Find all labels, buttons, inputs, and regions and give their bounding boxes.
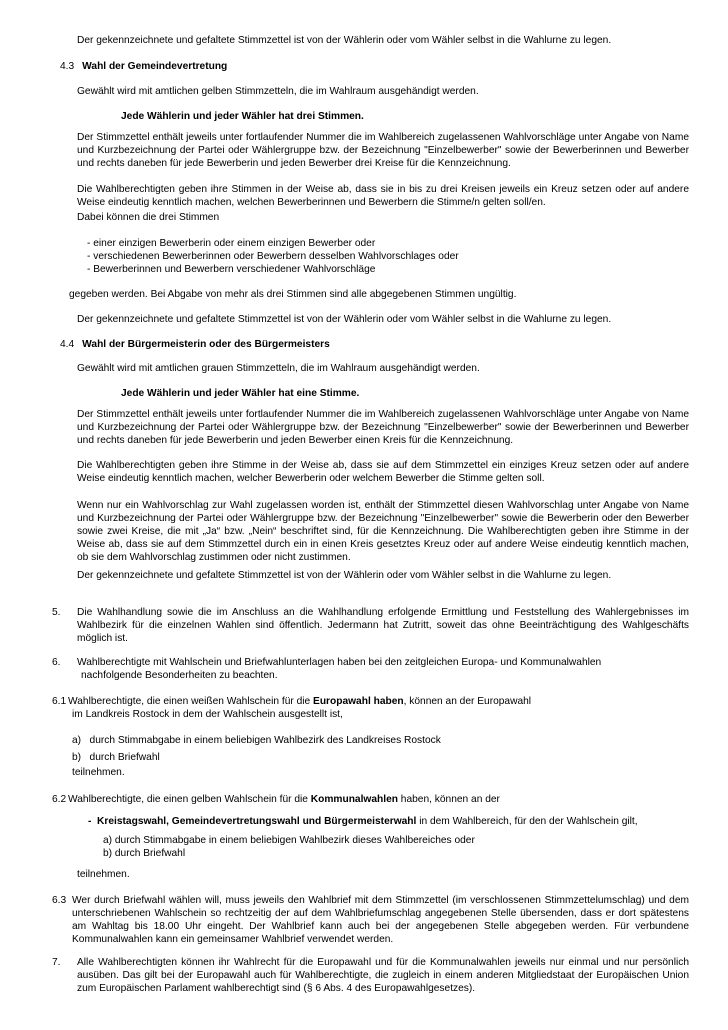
paragraph-ballot-box: Der gekennzeichnete und gefaltete Stimmzettel ist von der Wählerin oder vom Wähler selbst in die Wahlurne zu legen.: [77, 35, 612, 46]
text-line: teilnehmen.: [72, 767, 125, 778]
paragraph-ballot-box: Der gekennzeichnete und gefaltete Stimmzettel ist von der Wählerin oder vom Wähler selbst in die Wahlurne zu legen.: [77, 314, 612, 325]
europawahl-options: [72, 734, 672, 779]
paragraph-ballot-content: Der Stimmzettel enthält jeweils unter fortlaufender Nummer die im Wahlbereich zugelassenen Wahlvorschläge unter Angabe von Name und Kurzbezeichnung der Partei oder Wählergruppe bzw. der Bezeichnung "Einzelbewerber" sowie der Bewerberinnen und Bewerber und rechts daneben für jede Bewerberin und jeden Bewerber einen Kreis für die Kennzeichnung.: [77, 409, 689, 446]
section-5: [52, 606, 689, 645]
paragraph-vote-once: Alle Wahlberechtigten können ihr Wahlrecht für die Europawahl und für die Kommunalwahlen jeweils nur einmal und nur persönlich ausüben. Das gilt bei der Europawahl auch für Wahlberechtigte, die zugleich in einem anderen Mitgliedstaat der Europäischen Union zum Europäischen Parlament wahlberechtigt sind (§ 6 Abs. 4 des Europawahlgesetzes).: [77, 957, 689, 994]
paragraph-postal-voters: [77, 656, 689, 682]
section-6-1: [52, 695, 689, 721]
section-number: 7.: [52, 957, 61, 968]
section-number: 4.3: [60, 61, 75, 72]
list-item: - einer einzigen Bewerberin oder einem einzigen Bewerber oder: [87, 238, 376, 249]
kommunalwahl-item: [88, 815, 688, 828]
option-b: b) durch Briefwahl: [103, 848, 186, 859]
text-run: Wahlberechtigte, die einen gelben Wahlschein für die: [68, 794, 308, 805]
text-line: Wahlberechtigte mit Wahlschein und Briefwahlunterlagen haben bei den zeitgleichen Europa- und Kommunalwahlen: [77, 657, 602, 668]
paragraph-postal-voting: Wer durch Briefwahl wählen will, muss jeweils den Wahlbrief mit dem Stimmzettel (im verschlossenen Stimmzettelumschlag) und dem unterschriebenen Wahlschein so rechtzeitig der auf dem Wahlbriefumschlag angegebenen Stelle übersenden, dass er dort spätestens am Wahltag bis 18.00 Uhr eingeht. Der Wahlbrief kann auch bei der angegebenen Stelle abgegeben werden. Für verbundene Kommunalwahlen kann ein gemeinsamer Wahlbrief verwendet werden.: [72, 895, 689, 945]
section-number: 5.: [52, 607, 61, 618]
paragraph-public-counting: Die Wahlhandlung sowie die im Anschluss an die Wahlhandlung erfolgende Ermittlung und Feststellung des Wahlergebnisses im Wahlbezirk für die einzelnen Wahlen sind öffentlich. Jedermann hat Zutritt, soweit das ohne Beeinträchtigung des Wahlgeschäfts möglich ist.: [77, 607, 689, 644]
section-6-2-body: [68, 793, 689, 806]
section-number: 6.: [52, 657, 61, 668]
section-7: [52, 956, 689, 995]
list-item: - Bewerberinnen und Bewerbern verschiedener Wahlvorschläge: [87, 264, 376, 275]
section-number: 6.2: [52, 794, 67, 805]
text-run: in dem Wahlbereich, für den der Wahlschein gilt,: [416, 816, 638, 827]
section-6-2: [52, 793, 689, 806]
paragraph-single-proposal: Wenn nur ein Wahlvorschlag zur Wahl zugelassen worden ist, enthält der Stimmzettel diesen Wahlvorschlag unter Angabe von Name und Kurzbezeichnung der Partei oder Wählergruppe bzw. der Bezeichnung "Einzelbewerber" sowie die Bewerberin oder den Bewerber sowie zwei Kreise, die mit „Ja“ bzw. „Nein“ beschriftet sind, für die Kennzeichnung. Die Wahlberechtigten geben ihre Stimme in der Weise ab, dass sie auf dem Stimmzettel durch ein in einen Kreis gesetztes Kreuz oder auf andere Weise eindeutig kenntlich machen, ob sie dem Wahlvorschlag zustimmen oder nicht zustimmen.: [77, 500, 689, 563]
text-run: Wahlberechtigte, die einen weißen Wahlschein für die: [68, 696, 311, 707]
paragraph-intro: Gewählt wird mit amtlichen gelben Stimmzetteln, die im Wahlraum ausgehändigt werden.: [77, 86, 479, 97]
section-6: [52, 656, 689, 682]
emphasis-one-vote: Jede Wählerin und jeder Wähler hat eine Stimme.: [121, 388, 360, 399]
text-bold: Kommunalwahlen: [310, 794, 398, 805]
paragraph-ballot-content: Der Stimmzettel enthält jeweils unter fortlaufender Nummer die im Wahlbereich zugelassenen Wahlvorschläge unter Angabe von Name und Kurzbezeichnung der Partei oder Wählergruppe bzw. der Bezeichnung "Einzelbewerber" sowie der Bewerberinnen und Bewerber und rechts daneben für jede Bewerberin und jeden Bewerber drei Kreise für die Kennzeichnung.: [77, 132, 689, 169]
text-bold: Europawahl haben: [313, 696, 404, 707]
section-title: Wahl der Bürgermeisterin oder des Bürgermeisters: [82, 339, 330, 350]
text-bold: - Kreistagswahl, Gemeindevertretungswahl und Bürgermeisterwahl: [88, 816, 417, 827]
section-number: 6.3: [52, 895, 67, 906]
paragraph-three-votes: Dabei können die drei Stimmen: [77, 212, 220, 223]
section-title: Wahl der Gemeindevertretung: [82, 61, 228, 72]
text-line: nachfolgende Besonderheiten zu beachten.: [81, 670, 278, 681]
option-b: b) durch Briefwahl: [72, 752, 160, 763]
option-a: a) durch Stimmabgabe in einem beliebigen Wahlbezirk des Landkreises Rostock: [72, 735, 441, 746]
paragraph-invalid-votes: gegeben werden. Bei Abgabe von mehr als drei Stimmen sind alle abgegebenen Stimmen ungültig.: [69, 289, 517, 300]
vote-options-list: [87, 237, 647, 276]
section-6-1-body: [68, 695, 689, 708]
text-line: im Landkreis Rostock in dem der Wahlschein ausgestellt ist,: [72, 709, 343, 720]
emphasis-three-votes: Jede Wählerin und jeder Wähler hat drei Stimmen.: [121, 111, 364, 122]
kommunalwahl-options: [103, 834, 663, 860]
section-6-3: [52, 894, 689, 946]
section-heading-4-4: [60, 338, 660, 351]
text-run: , können an der Europawahl: [403, 696, 532, 707]
text-line: teilnehmen.: [77, 869, 130, 880]
list-item: - verschiedenen Bewerberinnen oder Bewerbern desselben Wahlvorschlages oder: [87, 251, 459, 262]
section-number: 6.1: [52, 696, 67, 707]
section-heading-4-3: [60, 60, 660, 73]
option-a: a) durch Stimmabgabe in einem beliebigen Wahlbezirk dieses Wahlbereiches oder: [103, 835, 475, 846]
section-number: 4.4: [60, 339, 75, 350]
paragraph-ballot-box: Der gekennzeichnete und gefaltete Stimmzettel ist von der Wählerin oder vom Wähler selbst in die Wahlurne zu legen.: [77, 570, 612, 581]
paragraph-vote-casting: Die Wahlberechtigten geben ihre Stimmen in der Weise ab, dass sie in bis zu drei Kreisen jeweils ein Kreuz setzen oder auf andere Weise eindeutig kenntlich machen, welchen Bewerberinnen und Bewerbern die Stimme/n gelten soll/en.: [77, 184, 689, 208]
paragraph-intro: Gewählt wird mit amtlichen grauen Stimmzetteln, die im Wahlraum ausgehändigt werden.: [77, 363, 480, 374]
paragraph-vote-casting: Die Wahlberechtigten geben ihre Stimme in der Weise ab, dass sie auf dem Stimmzettel ein einziges Kreuz setzen oder auf andere Weise eindeutig kenntlich machen, welcher Bewerberin oder welchem Bewerber die Stimme gelten soll.: [77, 460, 689, 484]
text-run: haben, können an der: [400, 794, 500, 805]
